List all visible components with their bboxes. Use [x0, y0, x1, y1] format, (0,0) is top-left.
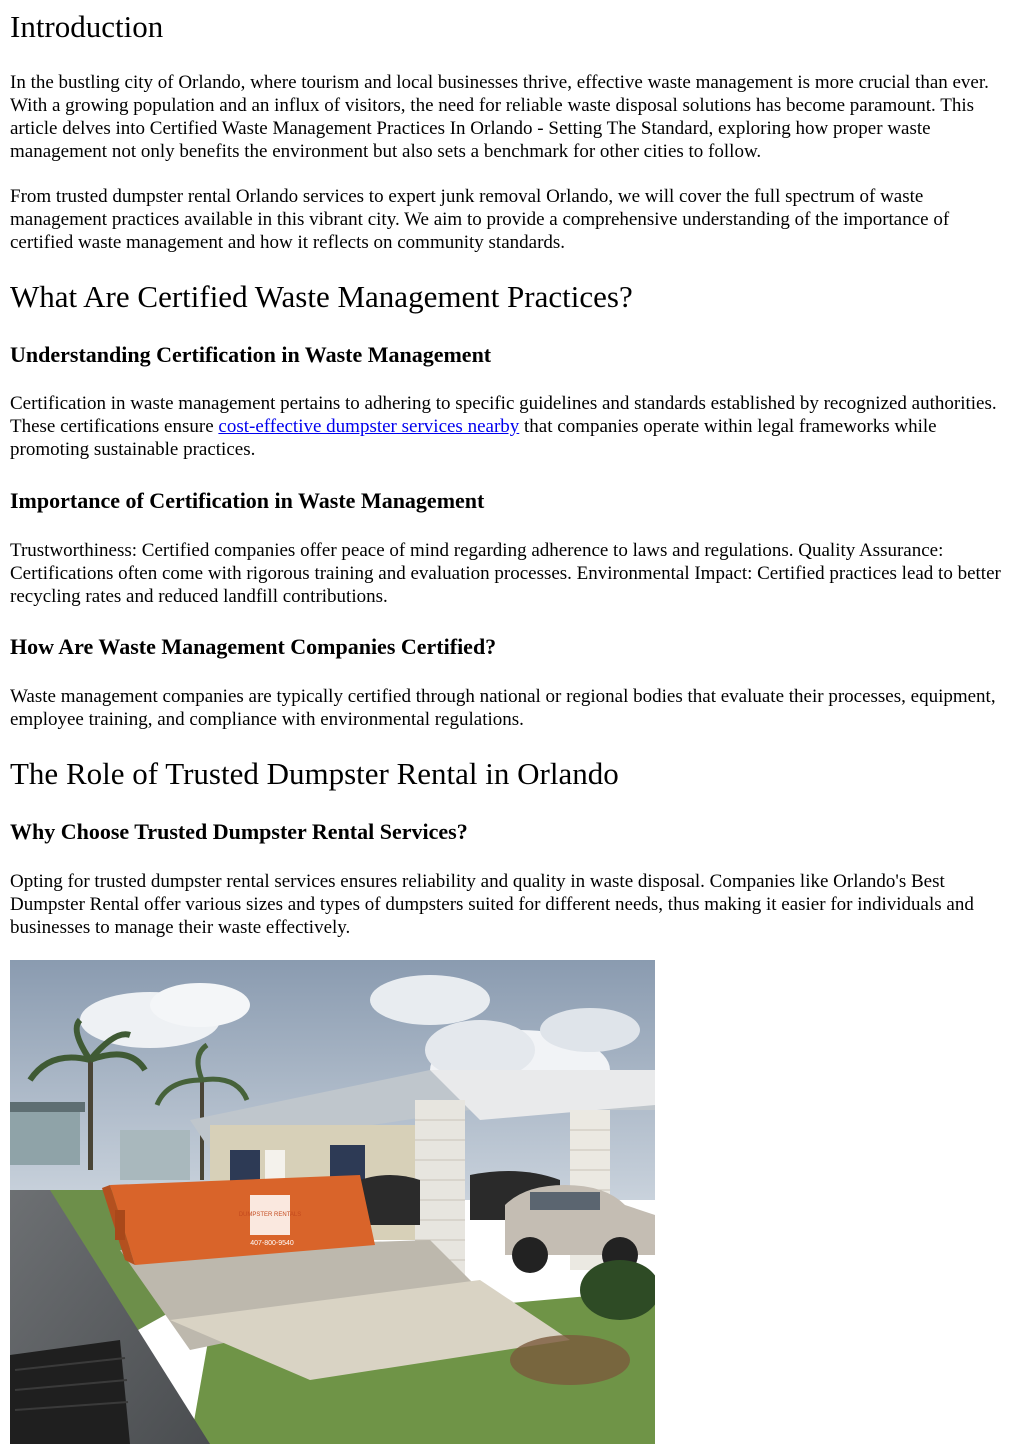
heading-role-dumpster-rental: The Role of Trusted Dumpster Rental in Orlando: [10, 756, 619, 791]
understanding-paragraph: [10, 392, 1010, 461]
dumpster-label-2: 407-800-9540: [250, 1240, 294, 1247]
dumpster-photo-icon: [10, 960, 655, 1444]
how-paragraph: Waste management companies are typically certified through national or regional bodies that evaluate their processes, equipment, employee training, and compliance with environmental regulations.: [10, 686, 996, 730]
importance-paragraph: Trustworthiness: Certified companies offer peace of mind regarding adherence to laws and regulations. Quality Assurance: Certifications often come with rigorous training and evaluation processes. Environmental Impact: Certified practices lead to better recycling rates and reduced landfill contributions.: [10, 540, 1001, 607]
understanding-text-before: Certification in waste management pertains to adhering to specific guidelines and standards established by recognized authorities. These certifications ensure: [10, 393, 997, 437]
intro-paragraph-2: From trusted dumpster rental Orlando services to expert junk removal Orlando, we will cover the full spectrum of waste management practices available in this vibrant city. We aim to provide a comprehensive understanding of the importance of certified waste management and how it reflects on community standards.: [10, 186, 950, 253]
understanding-text-after: that companies operate within legal frameworks while promoting sustainable practices.: [10, 416, 937, 460]
heading-certified-practices: What Are Certified Waste Management Practices?: [10, 279, 633, 314]
heading-importance-certification: Importance of Certification in Waste Management: [10, 488, 485, 513]
dumpster-label-1: DUMPSTER RENTALS: [238, 1212, 302, 1218]
heading-introduction: Introduction: [10, 9, 164, 44]
cost-effective-dumpster-link[interactable]: cost-effective dumpster services nearby: [218, 416, 520, 437]
heading-why-choose: Why Choose Trusted Dumpster Rental Services?: [10, 819, 468, 844]
heading-how-certified: How Are Waste Management Companies Certified?: [10, 634, 497, 659]
why-paragraph: Opting for trusted dumpster rental services ensures reliability and quality in waste disposal. Companies like Orlando's Best Dumpster Rental offer various sizes and types of dumpsters suited for different needs, thus making it easier for individuals and businesses to manage their waste effectively.: [10, 871, 974, 938]
intro-paragraph-1: In the bustling city of Orlando, where tourism and local businesses thrive, effective waste management is more crucial than ever. With a growing population and an influx of visitors, the need for reliable waste disposal solutions has become paramount. This article delves into Certified Waste Management Practices In Orlando - Setting The Standard, exploring how proper waste management not only benefits the environment but also sets a benchmark for other cities to follow.: [10, 72, 989, 162]
heading-understanding-certification: Understanding Certification in Waste Management: [10, 342, 492, 367]
dumpster-photo: [10, 960, 655, 1444]
